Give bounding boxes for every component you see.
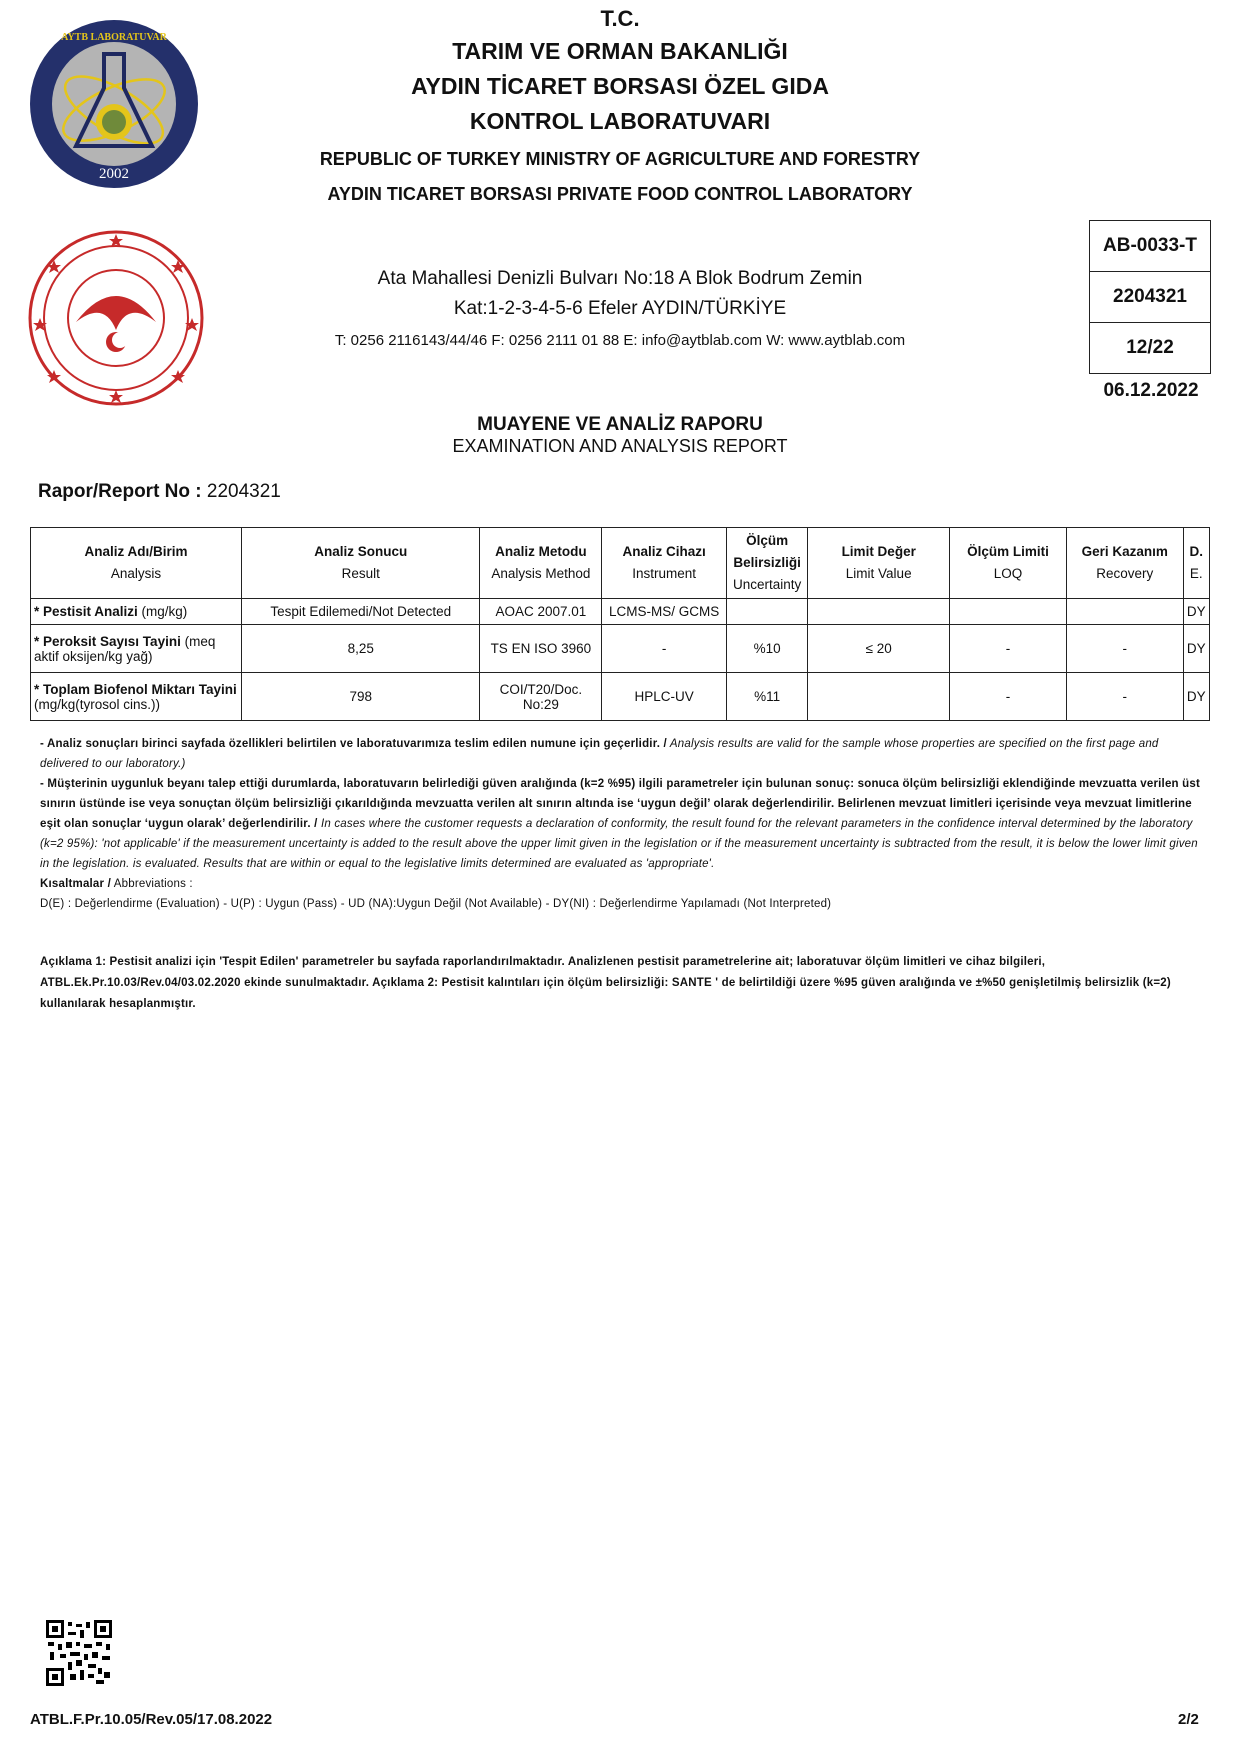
col-header-limit: Limit Değer Limit Value (808, 528, 950, 599)
col-header-analysis: Analiz Adı/Birim Analysis (31, 528, 242, 599)
cell-recovery: - (1066, 625, 1183, 673)
cell-result: Tespit Edilemedi/Not Detected (242, 599, 480, 625)
report-no-label: Rapor/Report No : (38, 481, 202, 502)
cell-uncertainty (727, 599, 808, 625)
cell-instrument: LCMS-MS/ GCMS (602, 599, 727, 625)
explanation: Açıklama 1: Pestisit analizi için 'Tespit Edilen' parametreler bu sayfada raporlandırılmaktadır. Analizlenen pestisit parametrelerine ait; laboratuvar ölçüm limitleri ve cihaz bilgileri, ATBL.Ek.Pr.10.03/Rev.04/03.02.2020 ekinde sunulmaktadır. Açıklama 2: Pestisit kalıntıları için ölçüm belirsizliği: SANTE ' de belirtildiği üzere %95 güven aralığında ve ±%50 genişletilmiş belirsizlik (k=2) kullanılarak hesaplanmıştır. (40, 956, 1171, 1010)
report-date: 06.12.2022 (1103, 380, 1199, 401)
cell-analysis: * Pestisit Analizi (mg/kg) (31, 599, 242, 625)
table-row (31, 625, 1210, 673)
col-header-instrument: Analiz Cihazı Instrument (602, 528, 727, 599)
address-line2: Kat:1-2-3-4-5-6 Efeler AYDIN/TÜRKİYE (453, 298, 787, 319)
col-header-evaluation: D. E. (1183, 528, 1209, 599)
header-tc: T.C. (600, 6, 640, 31)
notes (40, 734, 1208, 914)
col-header-recovery: Geri Kazanım Recovery (1066, 528, 1183, 599)
cell-loq: - (950, 625, 1067, 673)
qr-code (46, 1620, 112, 1686)
cell-limit (808, 673, 950, 721)
cell-limit: ≤ 20 (808, 625, 950, 673)
cell-recovery: - (1066, 673, 1183, 721)
cell-limit (808, 599, 950, 625)
table-row (31, 599, 1210, 625)
cell-method: AOAC 2007.01 (480, 599, 602, 625)
address-line1: Ata Mahallesi Denizli Bulvarı No:18 A Blok Bodrum Zemin (377, 268, 863, 289)
cell-evaluation: DY (1183, 599, 1209, 625)
cell-result: 8,25 (242, 625, 480, 673)
header-en-lab: AYDIN TICARET BORSASI PRIVATE FOOD CONTROL LABORATORY (327, 184, 913, 204)
cell-instrument: - (602, 625, 727, 673)
footer-page-number: 2/2 (1178, 1711, 1199, 1728)
cell-result: 798 (242, 673, 480, 721)
note-validity: - Analiz sonuçları birinci sayfada özellikleri belirtilen ve laboratuvarımıza teslim edilen numune için geçerlidir. / Analysis results are valid for the sample whose properties are specified on the first page and delivered to our laboratory.) (40, 738, 1159, 770)
sample-code: 12/22 (1126, 337, 1174, 358)
table-row (31, 673, 1210, 721)
report-number-box: 2204321 (1090, 272, 1210, 323)
cell-recovery (1066, 599, 1183, 625)
cell-method: COI/T20/Doc. No:29 (480, 673, 602, 721)
contact-line: T: 0256 2116143/44/46 F: 0256 2111 01 88 E: info@aytblab.com W: www.aytblab.com (334, 332, 906, 349)
code-box (1089, 220, 1211, 374)
cell-evaluation: DY (1183, 625, 1209, 673)
header-ministry: TARIM VE ORMAN BAKANLIĞI (452, 38, 788, 64)
cell-uncertainty: %10 (727, 625, 808, 673)
col-header-uncertainty: Ölçüm Belirsizliği Uncertainty (727, 528, 808, 599)
report-subtitle: EXAMINATION AND ANALYSIS REPORT (452, 436, 788, 456)
report-no-value: 2204321 (201, 481, 281, 502)
cell-uncertainty: %11 (727, 673, 808, 721)
cell-loq: - (950, 673, 1067, 721)
ministry-seal (28, 230, 204, 406)
lab-logo (28, 18, 200, 190)
cell-evaluation: DY (1183, 673, 1209, 721)
report-no (38, 481, 281, 503)
col-header-result: Analiz Sonucu Result (242, 528, 480, 599)
table-header-row (31, 528, 1210, 599)
svg-text:2002: 2002 (99, 166, 129, 182)
header-lab-line1: AYDIN TİCARET BORSASI ÖZEL GIDA (411, 73, 829, 99)
note-conformity: - Müşterinin uygunluk beyanı talep ettiği durumlarda, laboratuvarın belirlediği güven aralığında (k=2 %95) ilgili parametreler için bulunan sonuç: sonuca ölçüm belirsizliği eklendiğinde mevzuatta verilen üst sınırın üstünde ise veya sonuçtan ölçüm belirsizliği çıkarıldığında mevzuatta verilen alt sınırın altında ise ‘uygun değil’ olarak değerlendirilir. Belirlenen mevzuat limitleri içerisinde veya mevzuat limitlerine eşit olan sonuçlar ‘uygun olarak’ değerlendirilir. / In cases where the customer requests a declaration of conformity, the result found for the relevant parameters in the confidence interval determined by the laboratory (k=2 95%): 'not applicable' if the measurement uncertainty is added to the result above the upper limit given in the legislation or if the measurement uncertainty is subtracted from the result, it is below the lower limit given in the legislation. is evaluated. Results that are within or equal to the legislative limits determined are evaluated as 'appropriate'. (40, 778, 1201, 870)
header-lab-line2: KONTROL LABORATUVARI (469, 108, 771, 134)
abbreviations-label: Kısaltmalar / Abbreviations : (40, 878, 193, 890)
header-en-ministry: REPUBLIC OF TURKEY MINISTRY OF AGRICULTURE AND FORESTRY (319, 149, 921, 169)
cell-loq (950, 599, 1067, 625)
abbreviations-text: D(E) : Değerlendirme (Evaluation) - U(P) : Uygun (Pass) - UD (NA):Uygun Değil (Not Available) - DY(NI) : Değerlendirme Yapılamadı (Not Interpreted) (40, 898, 832, 910)
cell-analysis: * Toplam Biofenol Miktarı Tayini (mg/kg(tyrosol cins.)) (31, 673, 242, 721)
form-code: AB-0033-T (1090, 221, 1210, 272)
cell-method: TS EN ISO 3960 (480, 625, 602, 673)
cell-analysis: * Peroksit Sayısı Tayini (meq aktif oksijen/kg yağ) (31, 625, 242, 673)
col-header-loq: Ölçüm Limiti LOQ (950, 528, 1067, 599)
col-header-method: Analiz Metodu Analysis Method (480, 528, 602, 599)
results-table (30, 527, 1210, 721)
svg-text:AYTB LABORATUVAR: AYTB LABORATUVAR (61, 32, 167, 43)
footer-doc-code: ATBL.F.Pr.10.05/Rev.05/17.08.2022 (30, 1711, 273, 1728)
report-title: MUAYENE VE ANALİZ RAPORU (477, 414, 763, 435)
cell-instrument: HPLC-UV (602, 673, 727, 721)
